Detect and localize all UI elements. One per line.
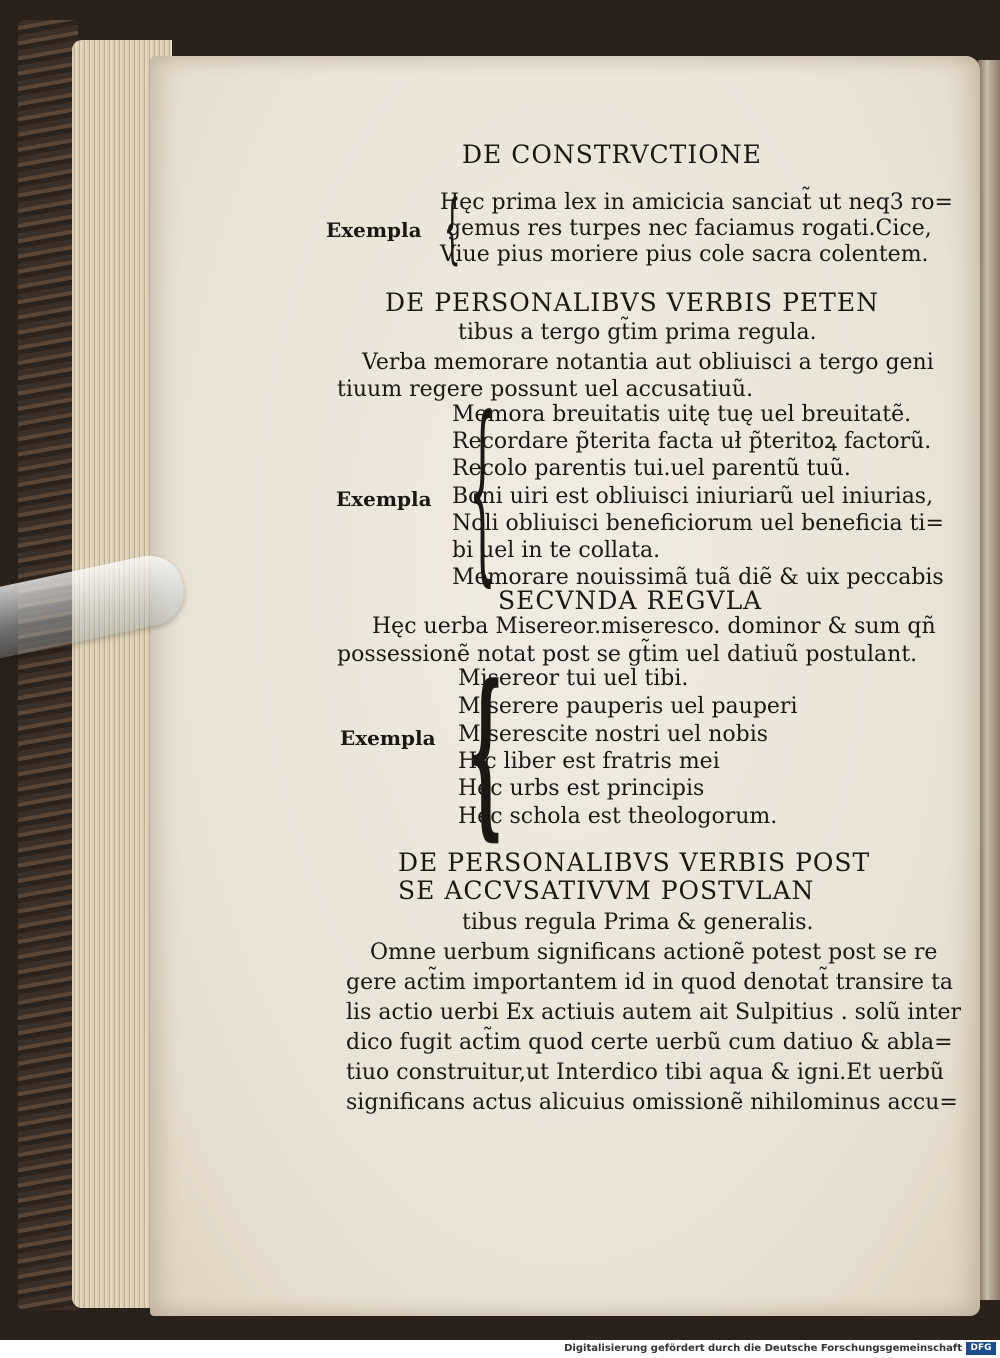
- block3-line: Miserescite nostri uel nobis: [458, 722, 769, 747]
- block3-line: Hęc schola est theologorum.: [458, 804, 778, 829]
- block2-line: bi uel in te collata.: [452, 538, 661, 563]
- section-subheading-1: tibus a tergo gt̃im prima regula.: [458, 320, 817, 345]
- brace-block2: {: [468, 376, 497, 604]
- brace-block1: {: [443, 183, 461, 272]
- exempla-label-3: Exempla: [340, 726, 436, 750]
- exempla-label-2: Exempla: [336, 487, 432, 511]
- block3-line: Hic liber est fratris mei: [458, 749, 720, 774]
- block2-line: Recordare p̃terita facta uł p̃teritoꝝ factorũ.: [452, 429, 932, 454]
- block3-line: Misereor tui uel tibi.: [458, 666, 689, 691]
- section1-body-line: Verba memorare notantia aut obliuisci a tergo geni: [362, 350, 934, 375]
- section3-body-line: Omne uerbum significans actionẽ potest post se re: [370, 940, 938, 965]
- section3-body-line: dico fugit act̃im quod certe uerbũ cum datiuo & abla=: [346, 1030, 953, 1055]
- block3-line: Miserere pauperis uel pauperi: [458, 694, 798, 719]
- section-heading-2: SECVNDA REGVLA: [498, 586, 763, 615]
- section3-body-line: gere act̃im importantem id in quod denotat̃ transire ta: [346, 970, 954, 995]
- section3-body-line: lis actio uerbi Ex actiuis autem ait Sulpitius . solũ inter: [346, 1000, 962, 1025]
- block2-line: Noli obliuisci beneficiorum uel beneficia ti=: [452, 511, 944, 536]
- section2-body-line: Hęc uerba Misereor.miseresco. dominor & sum qñ: [372, 614, 936, 639]
- section2-body-line: possessionẽ notat post se gt̃im uel datiuũ postulant.: [337, 642, 918, 667]
- block2-line: Recolo parentis tui.uel parentũ tuũ.: [452, 456, 851, 481]
- footer-credit: Digitalisierung gefördert durch die Deutsche Forschungsgemeinschaft: [564, 1343, 962, 1354]
- exempla-label-1: Exempla: [326, 218, 422, 242]
- section1-body-line: tiuum regere possunt uel accusatiuũ.: [337, 377, 754, 402]
- block3-line: Hęc urbs est principis: [458, 776, 705, 801]
- block1-line: gemus res turpes nec faciamus rogati.Cice,: [447, 216, 932, 241]
- book-cover-right: [978, 60, 1000, 1300]
- section-heading-3: SE ACCVSATIVVM POSTVLAN: [398, 876, 815, 905]
- running-head: DE CONSTRVCTIONE: [462, 140, 762, 169]
- section-heading-3: DE PERSONALIBVS VERBIS POST: [398, 848, 871, 877]
- section-subheading-3: tibus regula Prima & generalis.: [462, 910, 814, 935]
- book-cover-left: [18, 20, 78, 1310]
- block2-line: Boni uiri est obliuisci iniuriarũ uel iniurias,: [452, 484, 934, 509]
- block2-line: Memorare nouissimã tuã diẽ & uix peccabis: [452, 565, 944, 590]
- block1-line: Viue pius moriere pius cole sacra colentem.: [440, 242, 929, 267]
- block2-line: Memora breuitatis uitę tuę uel breuitatẽ.: [452, 402, 912, 427]
- block1-line: Hęc prima lex in amicicia sanciat̃ ut neq3 ro=: [440, 190, 953, 215]
- brace-block3: {: [468, 646, 504, 857]
- section3-body-line: significans actus alicuius omissionẽ nihilominus accu=: [346, 1090, 958, 1115]
- dfg-logo: DFG: [966, 1342, 996, 1355]
- section-heading-1: DE PERSONALIBVS VERBIS PETEN: [385, 288, 879, 317]
- section3-body-line: tiuo construitur,ut Interdico tibi aqua & igni.Et uerbũ: [346, 1060, 945, 1085]
